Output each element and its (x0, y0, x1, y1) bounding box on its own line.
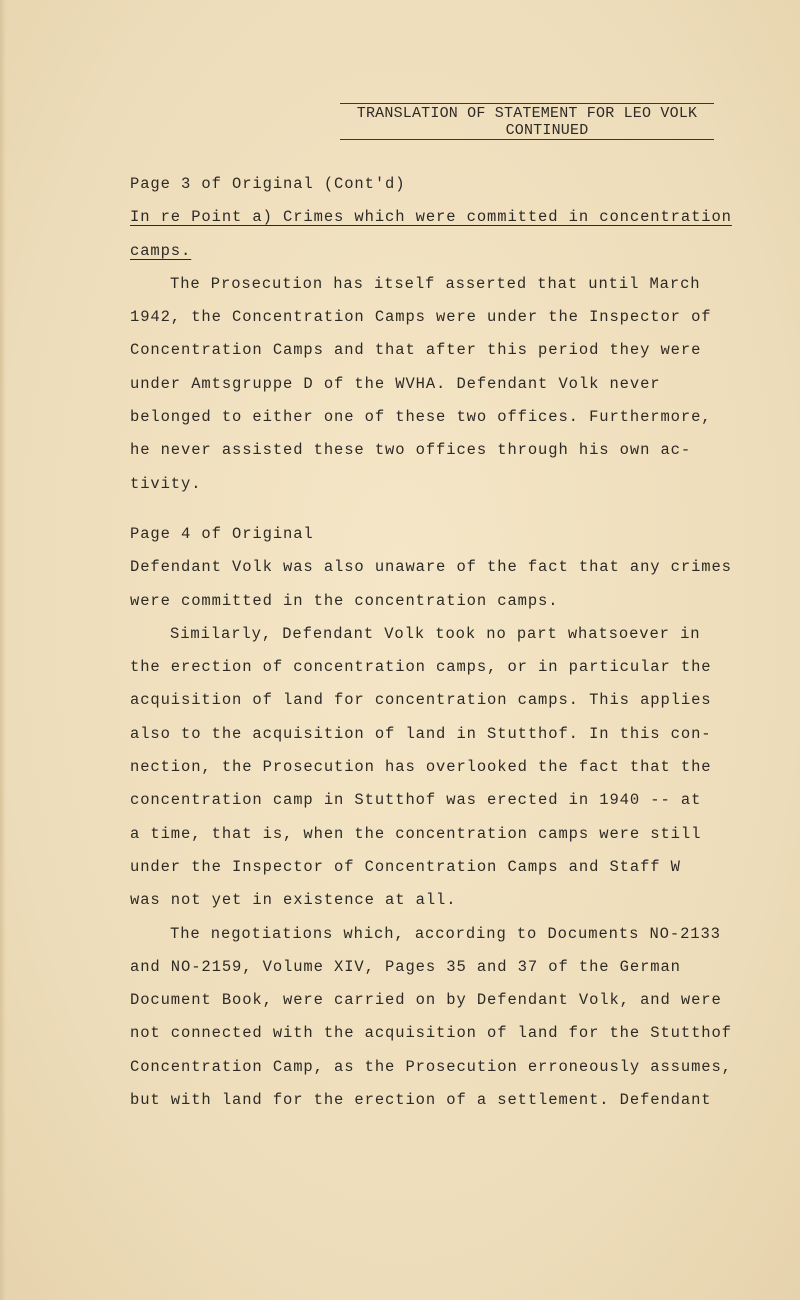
text-line: not connected with the acquisition of land for the Stutthof (130, 1024, 732, 1043)
text-line: a time, that is, when the concentration camps were still (130, 824, 702, 843)
text-line: belonged to either one of these two offices. Furthermore, (130, 408, 712, 427)
text-line: Document Book, were carried on by Defendant Volk, and were (130, 991, 722, 1010)
page-reference: Page 3 of Original (Cont'd) (130, 175, 406, 193)
text-line: tivity. (130, 474, 202, 493)
text-line: acquisition of land for concentration camps. This applies (130, 691, 712, 710)
document-header (340, 103, 714, 140)
text-line: but with land for the erection of a settlement. Defendant (130, 1091, 712, 1110)
text-line: also to the acquisition of land in Stutthof. In this con- (130, 724, 712, 743)
text-line: he never assisted these two offices through his own ac- (130, 441, 692, 460)
text-line: was not yet in existence at all. (130, 891, 457, 910)
paragraph-negotiations (130, 918, 730, 1118)
paper-edge-shadow (0, 0, 6, 1300)
header-title: TRANSLATION OF STATEMENT FOR LEO VOLK (356, 105, 698, 122)
section-heading: In re Point a) Crimes which were committed in concentration (130, 208, 732, 227)
page-reference: Page 4 of Original (130, 524, 314, 543)
paragraph-no-part (130, 618, 730, 918)
text-line: Concentration Camps and that after this period they were (130, 341, 702, 360)
section-gap (130, 501, 730, 518)
section-heading-continued (130, 235, 730, 268)
text-line: under Amtsgruppe D of the WVHA. Defendant Volk never (130, 374, 661, 393)
text-line: Defendant Volk was also unaware of the fact that any crimes (130, 558, 732, 577)
text-line: concentration camp in Stutthof was erected in 1940 -- at (130, 791, 702, 810)
header-top-rule (340, 103, 714, 104)
paragraph-unaware (130, 551, 730, 618)
text-line: nection, the Prosecution has overlooked the fact that the (130, 758, 712, 777)
header-subtitle: CONTINUED (505, 122, 589, 139)
header-bottom-rule (340, 139, 714, 140)
text-line: Concentration Camp, as the Prosecution erroneously assumes, (130, 1057, 732, 1076)
section-heading-end: camps. (130, 241, 192, 260)
text-line: and NO-2159, Volume XIV, Pages 35 and 37 of the German (130, 957, 681, 976)
text-line: The negotiations which, according to Documents NO-2133 (170, 924, 721, 943)
paragraph-prosecution-assertion (130, 268, 730, 501)
text-line: the erection of concentration camps, or in particular the (130, 658, 712, 677)
text-line: under the Inspector of Concentration Camps and Staff W (130, 857, 681, 876)
text-line: Similarly, Defendant Volk took no part whatsoever in (170, 624, 701, 643)
document-body (130, 168, 730, 1117)
text-line: were committed in the concentration camps. (130, 591, 559, 610)
text-line: The Prosecution has itself asserted that until March (170, 274, 701, 293)
text-line: 1942, the Concentration Camps were under the Inspector of (130, 308, 712, 327)
